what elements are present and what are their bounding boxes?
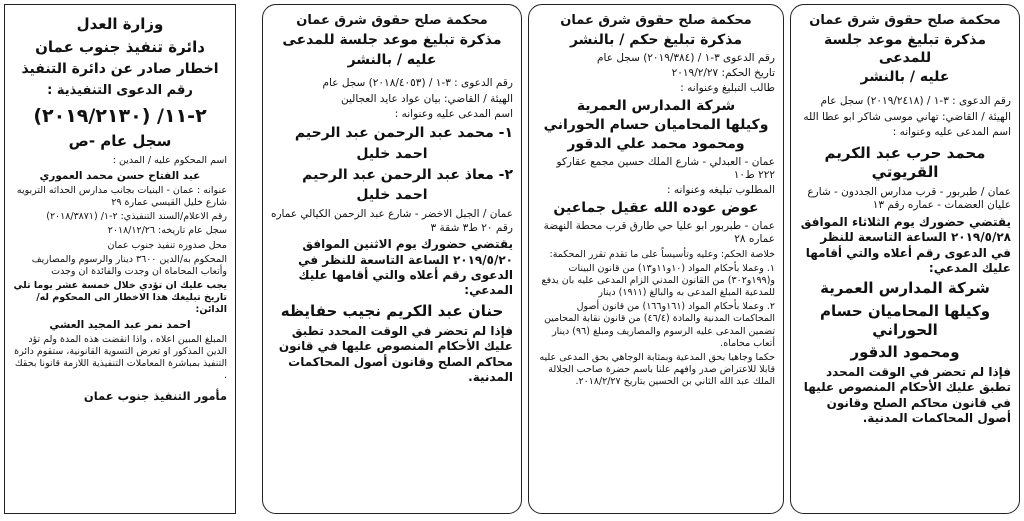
debtor-name: عبد الفتاح حسن محمد العموري [39,169,201,182]
court-name: محكمة صلح حقوق شرق عمان [809,13,1001,28]
defendant-label: اسم المدعى عليه وعنوانه : [892,126,1011,139]
debtor-label: اسم المحكوم عليه / المدين : [112,155,227,167]
case-number: رقم الدعوى ٣-١ / (٢٠١٩/٣٨٤) سجل عام [597,51,775,64]
notice-title: مذكرة تبليغ موعد جلسة للمدعى [282,31,502,48]
notice-hearing-2 [262,4,522,514]
defendant-2: ٢- معاذ عبد الرحمن عبد الرحيم [302,166,513,183]
notice-title: مذكرة تبليغ موعد جلسة للمدعى [823,31,987,66]
case-number: رقم الدعوى : ٣-١ / (٢٠١٩/٢٤١٨) سجل عام [820,95,1011,108]
defendant-1-cont: احمد خليل [356,145,428,162]
requester-address: عمان - العبدلي - شارع الملك حسين مجمع عقاركو ٢٢٢ ط١٠ [556,155,775,181]
notice-title: مذكرة تبليغ حكم / بالنشر [569,31,743,48]
judgment-summary: خلاصة الحكم: وعليه وتأسيساً على ما تقدم تقرر المحكمة: [549,248,775,260]
target-name: عوض عوده الله عقيل جماعين [553,199,759,216]
department-name: دائرة تنفيذ جنوب عمان [35,38,205,57]
defendant-address: عمان / طبربور - قرب مدارس الجددون - شارع عليان العضمات - عماره رقم ١٣ [807,186,1011,212]
ministry-name: وزارة العدل [76,15,164,33]
hearing-text: يقتضي حضورك يوم الثلاثاء الموافق ٢٠١٩/٥/٢٨ الساعة التاسعة للنظر في الدعوى رقم أعلاه والتي أقامها عليك المدعي: [800,214,1011,275]
ruling-number: رقم الاعلام/السند التنفيذي: ٢-١/ (٢٠١٨/٣٨٧١) [46,211,227,223]
defendant-name: محمد حرب عبد الكريم القريوتي [824,143,986,181]
requester-lawyers-2: ومحمود محمد علي الدقور [567,135,745,152]
closing-text: فإذا لم تحضر في الوقت المحدد تطبق عليك الأحكام المنصوص عليها في قانون محاكم الصلح وقانون أصول المحاكمات المدنية. [278,323,513,384]
defendant-1: ١- محمد عبد الرحمن عبد الرحيم [294,124,513,141]
signature: مأمور التنفيذ جنوب عمان [83,388,227,403]
debtor-address: عنوانه : عمان - البنيات بجانب مدارس الحداثه التربويه شارع خليل القيسي عمارة ٢٩ [16,185,227,209]
payment-demand: يجب عليك ان تؤدي خلال خمسة عشر يوما تلي تاريخ تبليغك هذا الاخطار الى المحكوم له/الدائن: [13,280,227,316]
notice-hearing-1 [790,4,1020,514]
register: سجل عام -ص [68,132,172,151]
plaintiff-lawyers: وكيلها المحاميان حسام الحوراني [819,301,991,339]
closing-text: فإذا لم تحضر في الوقت المحدد تطبق عليك الأحكام المنصوص عليها في قانون محاكم الصلح وقانون أصول المحاكمات المدنية. [803,365,1011,426]
judge: الهيئة / القاضي: تهاني موسى شاكر ابو عطا الله [803,110,1011,123]
creditor-name: احمد نمر عبد المجيد العشي [49,318,191,331]
requester-label: طالب التبليغ وعنوانه : [680,82,775,95]
notice-title-2: عليه / بالنشر [860,69,950,86]
hearing-text: يقتضي حضورك يوم الاثنين الموافق ٢٠١٩/٥/٢٠ الساعة التاسعة للنظر في الدعوى رقم أعلاه والتي أقامها عليك المدعي: [298,237,513,298]
plaintiff-lawyers-2: ومحمود الدقور [850,342,960,361]
notice-judgment [528,4,784,514]
judgment-item-2: ٢. وعملا بأحكام المواد (١٦١و١٦٦) من قانون أصول المحاكمات المدنية والمادة (٤٦/٤) من قانون نقابة المحامين تضمين المدعى عليه الرسوم والمصاريف ومبلغ (٩٦) دينار أتعاب محاماه. [544,301,775,349]
requester-name: شركة المدارس العمرية [576,97,736,114]
warning-text: المبلغ المبين اعلاه ، واذا انقضت هذه المدة ولم تؤد الدين المذكور او تعرض التسوية القانونية، ستقوم دائرة التنفيذ بمباشرة المعاملات التنفيذية اللازمة قانونا بحقك . [14,334,227,382]
plaintiff-name: حنان عبد الكريم نجيب حفايظه [280,301,504,320]
judgment-verdict: حكما وجاهيا بحق المدعية وبمثابة الوجاهي بحق المدعى عليه قابلا للاعتراض صدر وافهم علنا باسم حضرة صاحب الجلالة الملك عبد الله الثاني بن الحسين بتاريخ ٢٠١٨/٢/٢٧. [539,351,775,388]
case-number: ٢-١١/ (٢٠١٩/٢١٣٠) [33,104,207,127]
case-label: رقم الدعوى التنفيذية : [47,83,193,99]
defendant-2-cont: احمد خليل [356,187,428,204]
case-number: رقم الدعوى : ٣-١ / (٢٠١٨/٤٠٥٣) سجل عام [322,77,513,90]
notice-title-2: عليه / بالنشر [347,51,437,68]
judge: الهيئة / القاضي: بيان عواد عايد العجالين [340,92,513,105]
target-address: عمان - طبربور ابو عليا حي طارق قرب محطة النهضة عماره ٢٨ [543,219,775,246]
ruling-date: سجل عام تاريخه: ٢٠١٨/١٢/٢٦ [107,225,227,237]
court-name: محكمة صلح حقوق شرق عمان [560,13,752,28]
judgment-item-1: ١. وعملا بأحكام المواد (١٠و١١و١٣) من قانون البينات و(١٩٩و٣٠٢) من القانون المدني الزام المدعى عليه بان يدفع للمدعية المبلغ المدعى به والبالغ (١٩١١) دينار [541,262,775,299]
requester-lawyers: وكيلها المحاميان حسام الحوراني [543,116,769,133]
court-name: محكمة صلح حقوق شرق عمان [296,13,488,28]
ruling-issuer: محل صدوره تنفيذ جنوب عمان [107,239,227,251]
defendant-label: اسم المدعى عليه وعنوانه : [394,108,513,121]
target-label: المطلوب تبليغه وعنوانه : [667,184,775,197]
judgment-amount: المحكوم به/الدين ٣٦٠٠ دينار والرسوم والمصاريف وأتعاب المحاماة ان وجدت والفائدة ان وجدت [31,253,227,277]
plaintiff-name: شركة المدارس العمرية [820,279,990,298]
execution-notice [4,4,236,514]
judgment-date: تاريخ الحكم: ٢٠١٩/٢/٢٧ [671,66,775,79]
notice-title: اخطار صادر عن دائرة التنفيذ [21,61,219,78]
defendant-address: عمان / الجبل الاخضر - شارع عبد الرحمن الكيالي عماره رقم ٢٠ ط٣ شقة ٣ [270,208,513,234]
